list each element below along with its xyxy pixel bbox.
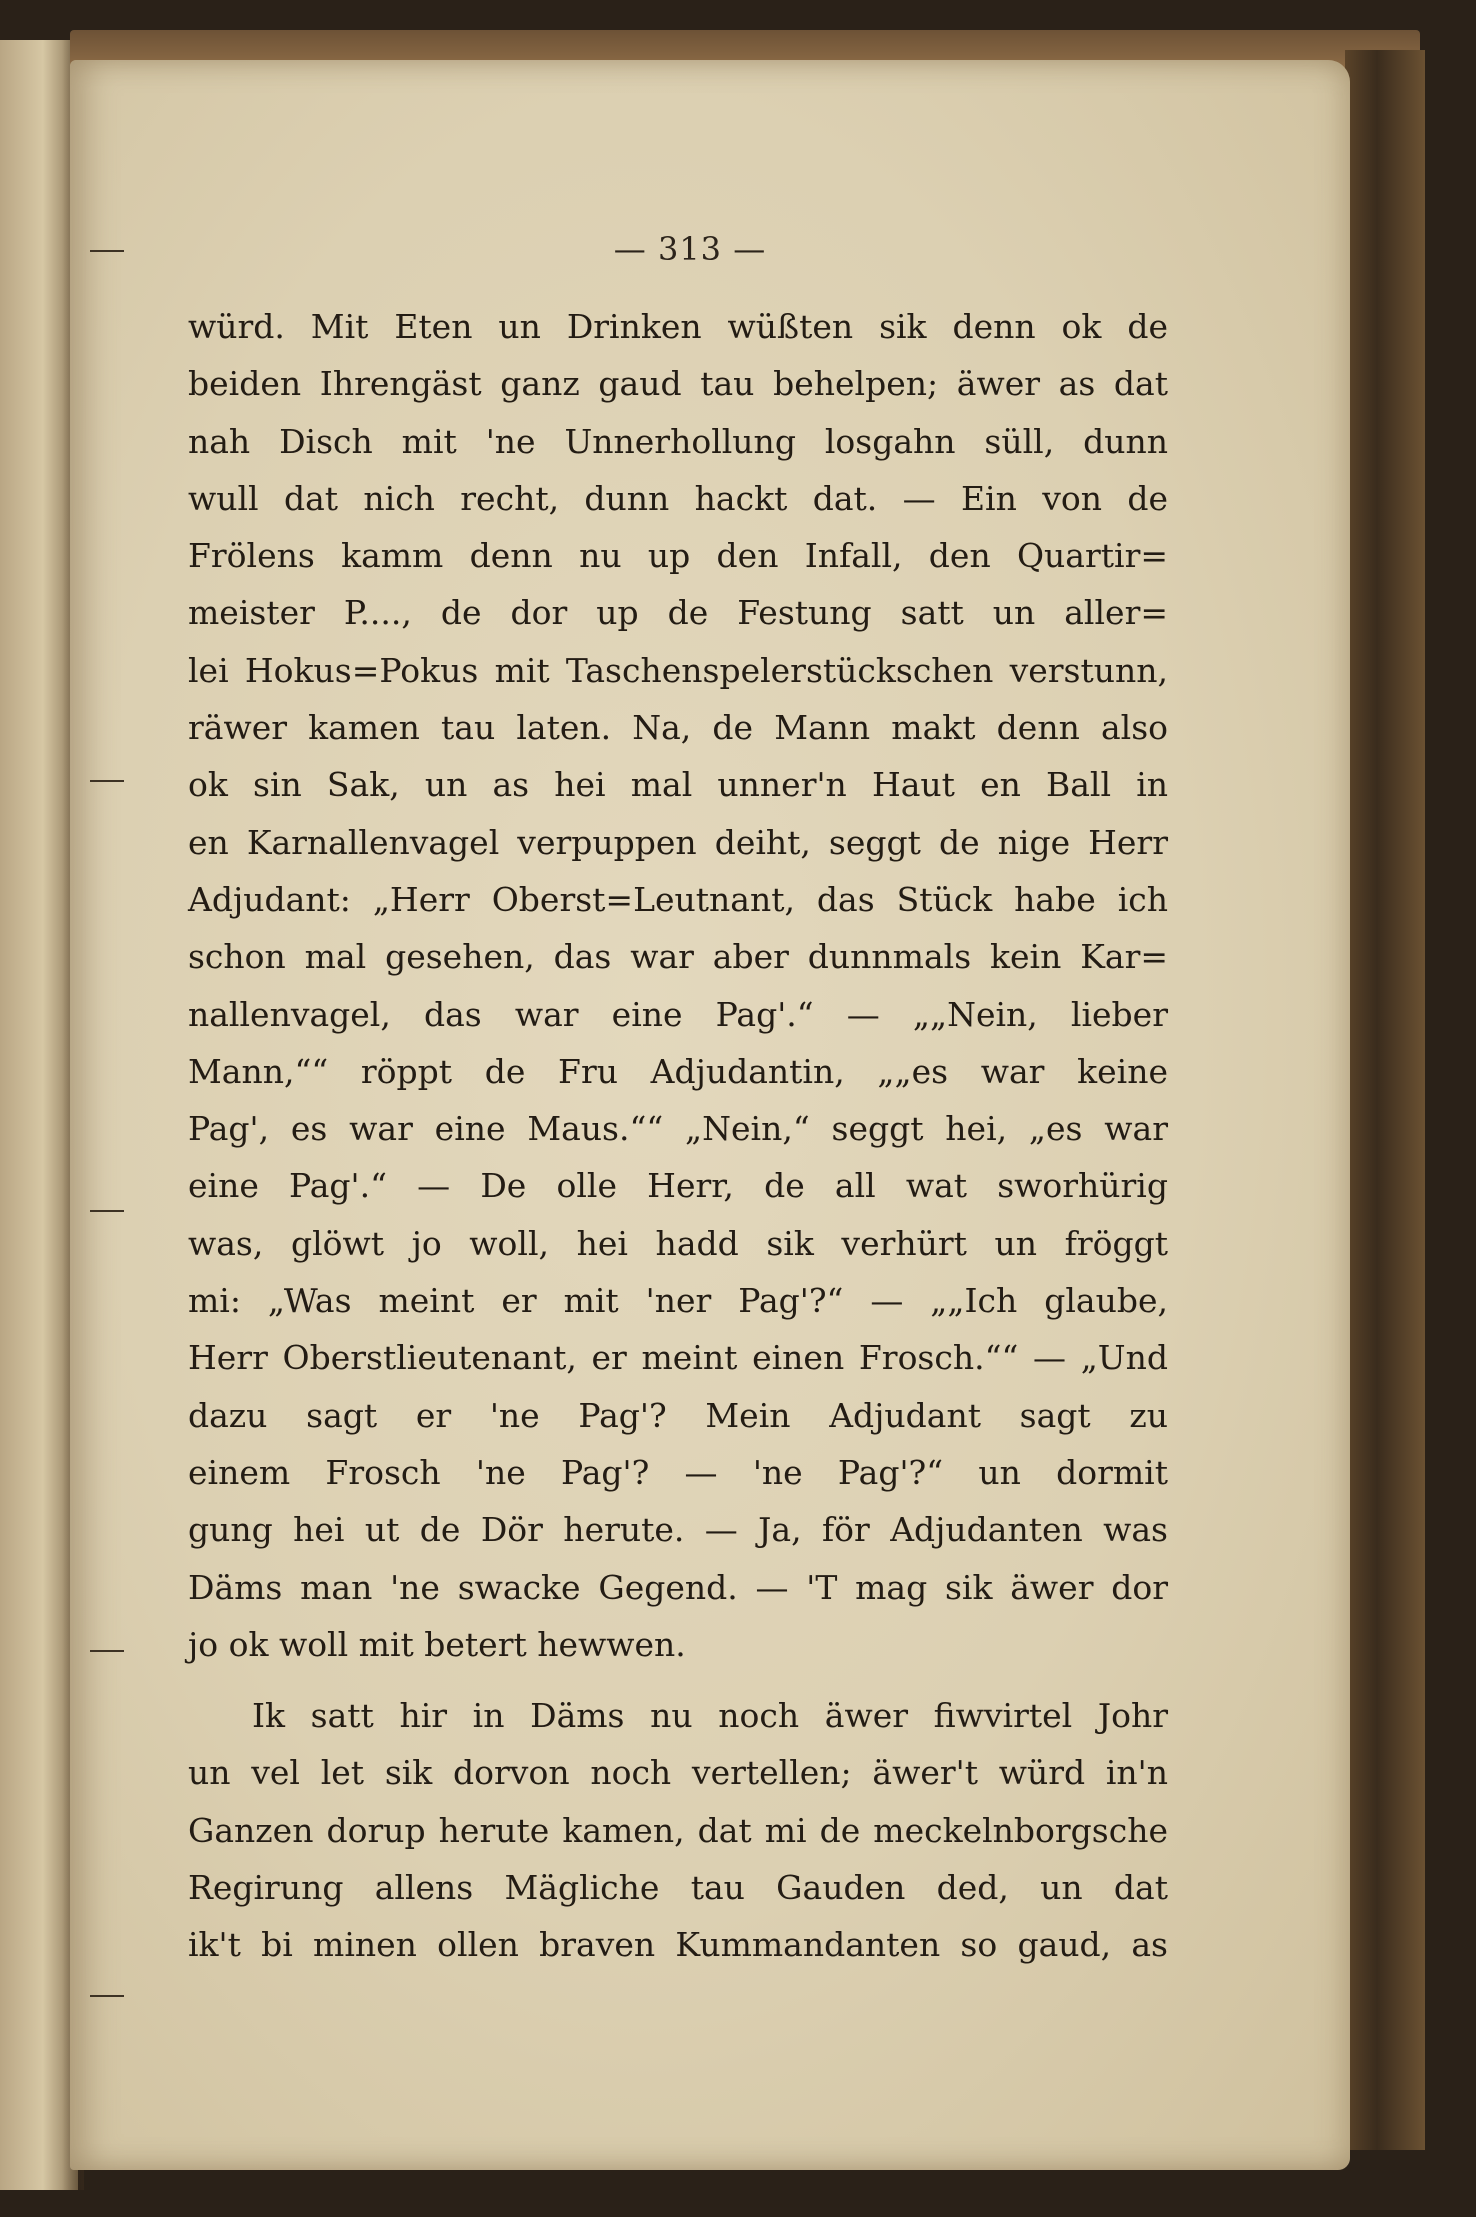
text-line: Pag', es war eine Maus.““ „Nein,“ seggt hei, „es war — [188, 1109, 1168, 1149]
text-line: mi: „Was meint er mit 'ner Pag'?“ — „„Ich glaube, — [188, 1281, 1168, 1321]
text-line: ok sin Sak, un as hei mal unner'n Haut en Ball in — [188, 765, 1168, 805]
paragraph — [188, 1687, 1168, 1973]
page-text — [188, 298, 1168, 1974]
text-line: meister P...., de dor up de Festung satt un aller= — [188, 593, 1168, 633]
text-line: Frölens kamm denn nu up den Infall, den Quartir= — [188, 536, 1168, 576]
margin-mark — [90, 1650, 124, 1652]
margin-mark — [90, 250, 124, 252]
paragraph — [188, 298, 1168, 1673]
text-line: jo ok woll mit betert hewwen. — [188, 1624, 686, 1664]
margin-mark — [90, 1995, 124, 1997]
text-line: lei Hokus=Pokus mit Taschenspelerstückschen verstunn, — [188, 650, 1168, 690]
text-line: Herr Oberstlieutenant, er meint einen Frosch.““ — „Und — [188, 1338, 1168, 1378]
text-line: Ik satt hir in Däms nu noch äwer fiwvirtel Johr — [252, 1696, 1168, 1736]
text-line: eine Pag'.“ — De olle Herr, de all wat sworhürig — [188, 1166, 1168, 1206]
text-line: schon mal gesehen, das war aber dunnmals kein Kar= — [188, 937, 1168, 977]
text-line: ik't bi minen ollen braven Kummandanten so gaud, as — [188, 1925, 1168, 1965]
text-line: Mann,““ röppt de Fru Adjudantin, „„es war keine — [188, 1051, 1168, 1091]
paragraph-gap — [188, 1673, 1168, 1687]
text-line: was, glöwt jo woll, hei hadd sik verhürt un fröggt — [188, 1223, 1168, 1263]
margin-mark — [90, 1210, 124, 1212]
text-line: en Karnallenvagel verpuppen deiht, seggt de nige Herr — [188, 822, 1168, 862]
text-line: nah Disch mit 'ne Unnerhollung losgahn süll, dunn — [188, 421, 1168, 461]
page-number: — 313 — — [613, 230, 767, 268]
text-line: dazu sagt er 'ne Pag'? Mein Adjudant sagt zu — [188, 1395, 1168, 1435]
text-line: Regirung allens Mägliche tau Gauden ded, un dat — [188, 1868, 1168, 1908]
text-line: würd. Mit Eten un Drinken wüßten sik denn ok de — [188, 307, 1168, 346]
text-line: räwer kamen tau laten. Na, de Mann makt denn also — [188, 708, 1168, 748]
text-line: un vel let sik dorvon noch vertellen; äwer't würd in'n — [188, 1753, 1168, 1793]
text-line: Däms man 'ne swacke Gegend. — 'T mag sik äwer dor — [188, 1567, 1168, 1607]
margin-mark — [90, 780, 124, 782]
text-line: beiden Ihrengäst ganz gaud tau behelpen; äwer as dat — [188, 364, 1168, 404]
text-line: nallenvagel, das war eine Pag'.“ — „„Nein, lieber — [188, 994, 1168, 1034]
text-line: gung hei ut de Dör herute. — Ja, för Adjudanten was — [188, 1510, 1168, 1550]
text-line: einem Frosch 'ne Pag'? — 'ne Pag'?“ un dormit — [188, 1452, 1168, 1492]
text-line: Ganzen dorup herute kamen, dat mi de meckelnborgsche — [188, 1810, 1168, 1850]
book-cover-right — [1345, 50, 1425, 2150]
text-line: Adjudant: „Herr Oberst=Leutnant, das Stück habe ich — [188, 879, 1168, 919]
text-line: wull dat nich recht, dunn hackt dat. — Ein von de — [188, 478, 1168, 518]
